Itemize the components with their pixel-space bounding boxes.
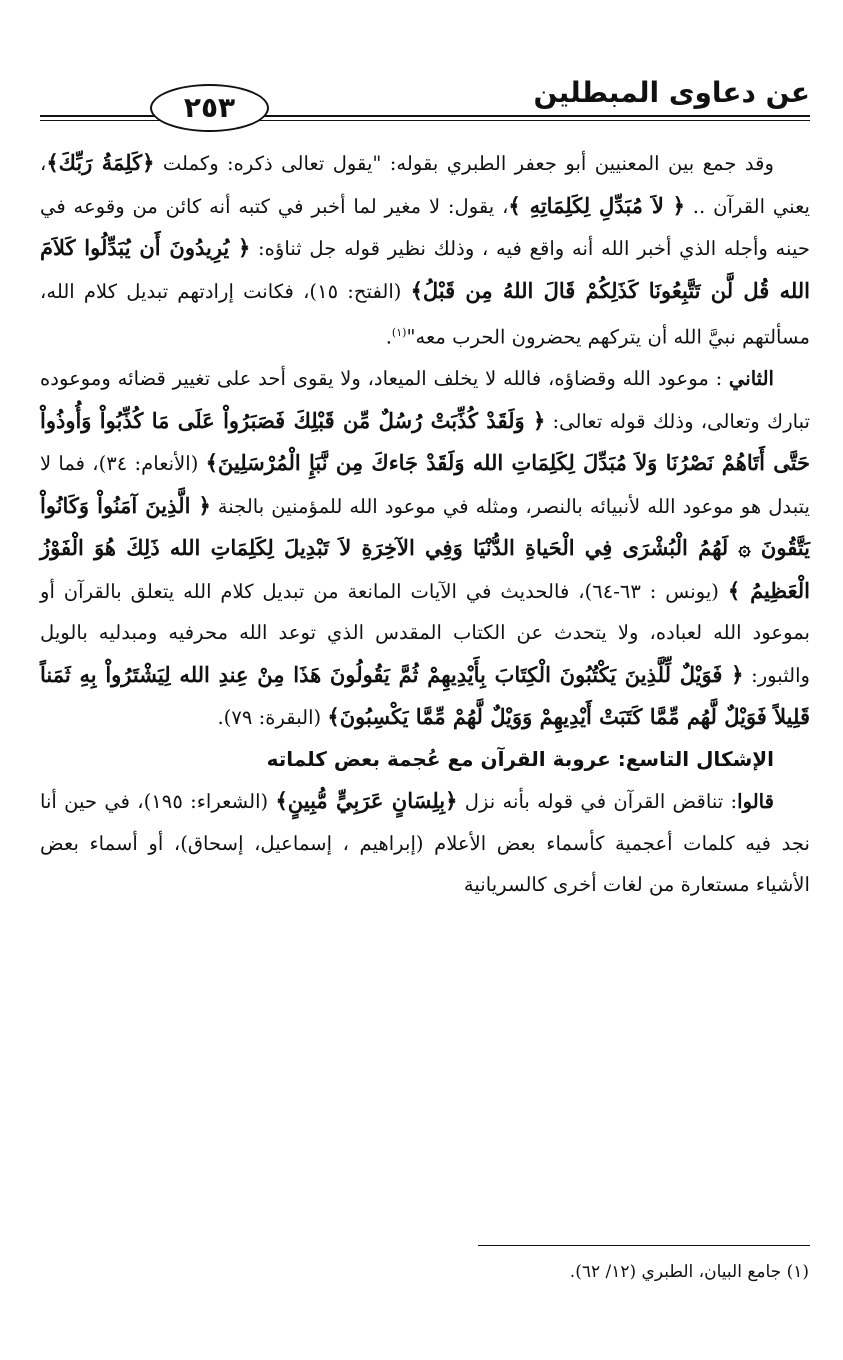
lead-word: الثاني <box>728 367 774 391</box>
text-span: (الفتح: ١٥)، فكانت إرادتهم تبديل كلام الله، مسألتهم نبيَّ الله أن يتركهم يحضرون الحرب معه" <box>40 279 810 349</box>
quran-quote: ﴿ يُرِيدُونَ أَن يُبَدِّلُوا كَلاَمَ الله قُل لَّن تَتَّبِعُونَا كَذَلِكُمْ قَالَ اللهُ مِن قَبْلُ﴾ <box>40 235 811 303</box>
text-span: : موعود الله وقضاؤه، فالله لا يخلف الميعاد، ولا يقوى أحد على تغيير قضائه وموعوده تبارك وتعالى، وذلك قوله تعالى: <box>40 367 811 433</box>
text-span: وقد جمع بين المعنيين أبو جعفر الطبري بقوله: "يقول تعالى ذكره: وكملت <box>154 152 774 175</box>
quran-quote: ﴿ وَلَقَدْ كُذِّبَتْ رُسُلٌ مِّن قَبْلِكَ فَصَبَرُواْ عَلَى مَا كُذِّبُواْ وَأُوذُواْ حَتَّى أَتَاهُمْ نَصْرُنَا وَلاَ مُبَدِّلَ لِكَلِمَاتِ الله وَلَقَدْ جَاءكَ مِن نَّبَإِ الْمُرْسَلِينَ﴾ <box>40 407 811 476</box>
text-span: : تناقض القرآن في قوله بأنه نزل <box>457 790 738 814</box>
footnote: (١) جامع البيان، الطبري (١٢/ ٦٢). <box>569 1262 809 1282</box>
paragraph-3 <box>40 780 810 906</box>
text-span: (يونس : ٦٣-٦٤)، فالحديث في الآيات المانعة من تبديل كلام الله يتعلق بالقرآن أو بموعود الله لعباده، ولا يتحدث عن الكتاب المقدس الذي توعد الله محرفيه ومبدليه بالويل والثبور: <box>40 579 810 687</box>
running-title: عن دعاوى المبطلين <box>533 76 810 109</box>
quran-quote: ﴿كَلِمَةُ رَبِّكَ﴾ <box>46 150 155 175</box>
text-span: (البقرة: ٧٩). <box>217 706 328 730</box>
page-header <box>40 70 810 130</box>
section-heading: الإشكال التاسع: عروبة القرآن مع عُجمة بعض كلماته <box>266 746 774 771</box>
quran-quote: ﴿ الَّذِينَ آمَنُواْ وَكَانُواْ يَتَّقُونَ ۞ لَهُمُ الْبُشْرَى فِي الْحَياةِ الدُّنْيَا وَفِي الآخِرَةِ لاَ تَبْدِيلَ لِكَلِمَاتِ الله ذَلِكَ هُوَ الْفَوْزُ الْعَظِيمُ ﴾ <box>40 492 810 603</box>
header-rule-thin <box>40 120 810 121</box>
quran-quote: ﴿ لاَ مُبَدِّلِ لِكَلِمَاتِهِ ﴾ <box>508 192 685 218</box>
text-span: . <box>385 325 392 349</box>
page-number: ٢٥٣ <box>150 84 269 132</box>
text-span: (الأنعام: ٣٤)، فما لا يتبدل هو موعود الله لأنبيائه بالنصر، ومثله في موعود الله للمؤمنين بالجنة <box>40 452 810 518</box>
text-span: ، يقول: لا مغير لما أخبر في كتبه أنه كائن من وقوعه في حينه وأجله الذي أخبر الله أنه واقع فيه ، وذلك نظير قوله جل ثناؤه: <box>40 194 810 260</box>
main-text <box>40 142 810 906</box>
lead-word: قالوا <box>737 790 774 814</box>
paragraph-1 <box>40 142 810 358</box>
text-span: (الشعراء: ١٩٥)، في حين أنا نجد فيه كلمات أعجمية كأسماء بعض الأعلام (إبراهيم ، إسماعيل، إسحاق)، أو أسماء بعض الأشياء مستعارة من لغات أخرى كالسريانية <box>40 790 810 897</box>
quran-quote: ﴿ فَوَيْلٌ لِّلَّذِينَ يَكْتُبُونَ الْكِتَابَ بِأَيْدِيهِمْ ثُمَّ يَقُولُونَ هَذَا مِنْ عِندِ الله لِيَشْتَرُواْ بِهِ ثَمَناً قَلِيلاً فَوَيْلٌ لَّهُم مِّمَّا كَتَبَتْ أَيْدِيهِمْ وَوَيْلٌ لَّهُمْ مِّمَّا يَكْسِبُونَ﴾ <box>40 661 810 730</box>
paragraph-2 <box>40 358 810 739</box>
footnote-separator <box>478 1245 810 1246</box>
footnote-ref: (١) <box>391 326 407 339</box>
quran-quote: ﴿بِلِسَانٍ عَرَبِيٍّ مُّبِينٍ﴾ <box>275 788 458 814</box>
text-span: ، يعني القرآن .. <box>40 152 810 218</box>
